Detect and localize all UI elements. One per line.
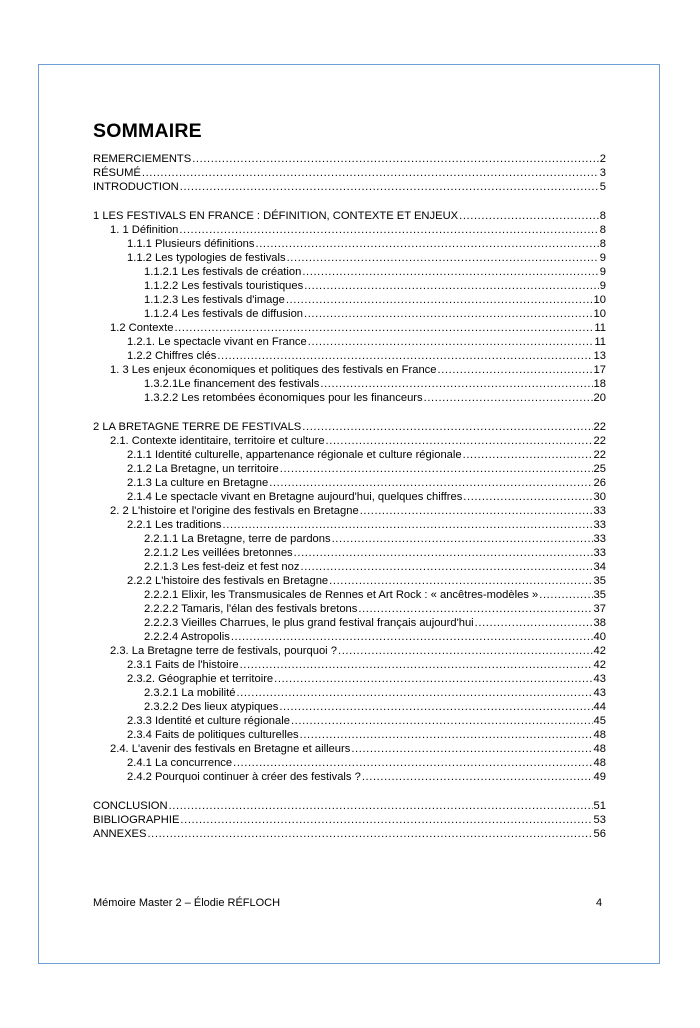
toc-dot-leader [329,574,592,588]
toc-dot-leader [286,293,593,307]
toc-dot-leader [217,349,592,363]
toc-entry-page: 35 [593,589,606,601]
toc-entry-title: 1. 3 Les enjeux économiques et politiques des festivals en France [110,364,437,376]
toc-entry-title: 2.1.4 Le spectacle vivant en Bretagne aujourd'hui, quelques chiffres [127,491,463,503]
toc-entry-title: 2.2.1 Les traditions [127,519,222,531]
toc-entry-title: 2.2.1.1 La Bretagne, terre de pardons [144,533,331,545]
toc-entry-page: 53 [593,814,606,826]
toc-entry-page: 17 [593,364,606,376]
toc-entry-title: 2.2.1.3 Les fest-deiz et fest noz [144,561,300,573]
toc-entry[interactable] [127,490,606,504]
toc-entry-title: 1.1.2.1 Les festivals de création [144,266,302,278]
toc-entry[interactable] [144,265,606,279]
toc-dot-leader [302,420,592,434]
toc-dot-leader [180,180,599,194]
toc-entry[interactable] [144,546,606,560]
toc-entry-page: 9 [599,280,606,292]
toc-entry-title: 2.3.2.1 La mobilité [144,687,236,699]
toc-entry[interactable] [127,756,606,770]
page-title: SOMMAIRE [93,120,202,142]
toc-dot-leader [294,546,593,560]
toc-entry-page: 11 [594,336,606,348]
toc-dot-leader [291,714,593,728]
toc-dot-leader [274,672,592,686]
toc-entry-page: 13 [593,350,606,362]
toc-dot-leader [332,532,593,546]
toc-dot-leader [362,770,593,784]
toc-dot-leader [300,560,592,574]
toc-entry-page: 10 [593,308,606,320]
toc-entry-page: 56 [593,828,606,840]
toc-entry-title: 2.2.2 L'histoire des festivals en Bretagne [127,575,329,587]
toc-entry-title: 2.4.1 La concurrence [127,757,233,769]
toc-entry-title: 2.1.2 La Bretagne, un territoire [127,463,279,475]
toc-entry-title: 2. 2 L'histoire et l'origine des festivals en Bretagne [110,505,359,517]
toc-entry-page: 11 [594,322,606,334]
toc-dot-leader [304,279,599,293]
toc-entry-title: 2.2.2.4 Astropolis [144,631,230,643]
toc-entry-page: 33 [593,533,606,545]
toc-entry[interactable] [144,616,606,630]
toc-entry-title: 1.2.2 Chiffres clés [127,350,217,362]
toc-entry[interactable] [127,462,606,476]
toc-entry-title: 1.1.2.2 Les festivals touristiques [144,280,304,292]
toc-entry-page: 37 [593,603,606,615]
toc-entry[interactable] [144,630,606,644]
toc-entry[interactable] [127,574,606,588]
toc-entry-title: 2.2.2.2 Tamaris, l'élan des festivals bretons [144,603,358,615]
toc-entry[interactable] [127,448,606,462]
toc-entry[interactable] [144,588,606,602]
toc-entry-page: 40 [593,631,606,643]
toc-entry-page: 18 [593,378,606,390]
toc-entry-title: 1.3.2.1Le financement des festivals [144,378,320,390]
toc-entry[interactable] [144,293,606,307]
toc-entry[interactable] [127,237,606,251]
toc-dot-leader [180,813,592,827]
toc-entry[interactable] [110,434,606,448]
toc-entry-title: REMERCIEMENTS [93,153,192,165]
toc-entry-title: CONCLUSION [93,800,168,812]
toc-entry-page: 22 [593,421,606,433]
toc-dot-leader [269,476,592,490]
toc-dot-leader [351,742,592,756]
toc-entry[interactable] [110,223,606,237]
toc-entry[interactable] [93,180,606,194]
toc-entry-page: 45 [593,715,606,727]
toc-dot-leader [169,799,593,813]
toc-entry-title: 1.1.1 Plusieurs définitions [127,238,255,250]
toc-dot-leader [223,518,593,532]
toc-entry[interactable] [93,799,606,813]
toc-entry-page: 43 [593,673,606,685]
toc-dot-leader [463,490,592,504]
toc-entry[interactable] [144,279,606,293]
toc-entry[interactable] [144,307,606,321]
toc-entry-page: 20 [593,392,606,404]
toc-entry-title: 2.4.2 Pourquoi continuer à créer des festivals ? [127,771,361,783]
toc-entry-title: BIBLIOGRAPHIE [93,814,180,826]
toc-entry-page: 25 [593,463,606,475]
toc-entry-title: INTRODUCTION [93,181,179,193]
toc-entry-page: 22 [593,449,606,461]
toc-dot-leader [438,363,593,377]
toc-entry-title: 1.2.1. Le spectacle vivant en France [127,336,307,348]
toc-entry-title: 2.3. La Bretagne terre de festivals, pourquoi ? [110,645,338,657]
toc-entry-title: 1.1.2 Les typologies de festivals [127,252,286,264]
toc-entry[interactable] [110,363,606,377]
toc-dot-leader [360,504,593,518]
toc-entry[interactable] [127,335,606,349]
toc-entry-title: 2.2.2.3 Vieilles Charrues, le plus grand festival français aujourd'hui [144,617,474,629]
toc-entry-page: 48 [593,757,606,769]
toc-entry-page: 5 [599,181,606,193]
toc-entry[interactable] [127,518,606,532]
toc-entry-page: 34 [593,561,606,573]
toc-entry-title: 2.4. L'avenir des festivals en Bretagne et ailleurs [110,743,351,755]
toc-dot-leader [279,700,592,714]
toc-entry[interactable] [127,672,606,686]
toc-entry[interactable] [93,209,606,223]
toc-entry[interactable] [144,602,606,616]
toc-entry-title: 2.2.2.1 Elixir, les Transmusicales de Rennes et Art Rock : « ancêtres-modèles » [144,589,539,601]
toc-entry[interactable] [144,560,606,574]
toc-entry-page: 3 [599,167,606,179]
toc-entry-title: 2.2.1.2 Les veillées bretonnes [144,547,293,559]
toc-entry[interactable] [144,391,606,405]
toc-entry[interactable] [93,420,606,434]
toc-entry-page: 48 [593,729,606,741]
toc-entry[interactable] [144,686,606,700]
toc-dot-leader [240,658,593,672]
toc-entry-page: 8 [599,224,606,236]
toc-dot-leader [236,686,592,700]
toc-dot-leader [280,462,593,476]
toc-dot-leader [233,756,592,770]
toc-entry-title: RÉSUMÉ [93,167,141,179]
toc-entry[interactable] [127,349,606,363]
toc-entry-page: 8 [599,210,606,222]
toc-entry-page: 26 [593,477,606,489]
toc-entry[interactable] [144,377,606,391]
toc-entry-title: ANNEXES [93,828,147,840]
toc-entry[interactable] [127,714,606,728]
toc-dot-leader [459,209,599,223]
toc-entry-title: 1. 1 Définition [110,224,179,236]
toc-entry[interactable] [127,728,606,742]
toc-entry-page: 49 [593,771,606,783]
toc-dot-leader [463,448,593,462]
toc-entry-page: 9 [599,266,606,278]
toc-dot-leader [142,166,599,180]
toc-entry-title: 2.1. Contexte identitaire, territoire et culture [110,435,325,447]
toc-entry[interactable] [110,321,606,335]
toc-entry-page: 9 [599,252,606,264]
toc-dot-leader [539,588,592,602]
toc-entry[interactable] [110,644,606,658]
toc-entry[interactable] [93,152,606,166]
toc-dot-leader [326,434,593,448]
toc-entry-title: 2.3.4 Faits de politiques culturelles [127,729,299,741]
toc-entry[interactable] [127,770,606,784]
toc-entry-page: 42 [593,645,606,657]
toc-entry[interactable] [127,251,606,265]
toc-dot-leader [308,335,594,349]
toc-entry-page: 10 [593,294,606,306]
toc-entry-page: 42 [593,659,606,671]
toc-entry-title: 2.3.3 Identité et culture régionale [127,715,290,727]
toc-entry-title: 2.3.1 Faits de l'histoire [127,659,239,671]
toc-dot-leader [338,644,593,658]
toc-dot-leader [174,321,593,335]
toc-entry-page: 44 [593,701,606,713]
toc-entry-page: 35 [593,575,606,587]
toc-entry-title: 2.3.2. Géographie et territoire [127,673,274,685]
toc-entry-page: 51 [593,800,606,812]
toc-entry-title: 1.2 Contexte [110,322,174,334]
toc-entry[interactable] [110,742,606,756]
toc-dot-leader [231,630,593,644]
toc-entry-page: 48 [593,743,606,755]
toc-entry[interactable] [93,813,606,827]
toc-entry-title: 2 LA BRETAGNE TERRE DE FESTIVALS [93,421,302,433]
toc-entry-page: 33 [593,547,606,559]
toc-entry-page: 33 [593,505,606,517]
toc-entry-page: 30 [593,491,606,503]
toc-entry-title: 2.1.3 La culture en Bretagne [127,477,269,489]
toc-dot-leader [147,827,592,841]
toc-dot-leader [287,251,599,265]
toc-dot-leader [256,237,599,251]
toc-entry-title: 2.3.2.2 Des lieux atypiques [144,701,279,713]
toc-dot-leader [304,307,593,321]
toc-dot-leader [320,377,592,391]
toc-dot-leader [302,265,598,279]
footer-author: Mémoire Master 2 – Élodie RÉFLOCH [93,897,281,909]
toc-dot-leader [192,152,599,166]
toc-dot-leader [424,391,593,405]
toc-entry[interactable] [127,658,606,672]
toc-entry-title: 1.1.2.4 Les festivals de diffusion [144,308,304,320]
toc-entry[interactable] [93,827,606,841]
toc-entry-page: 8 [599,238,606,250]
toc-entry-page: 33 [593,519,606,531]
toc-dot-leader [475,616,593,630]
toc-entry-title: 1.1.2.3 Les festivals d'image [144,294,285,306]
toc-dot-leader [300,728,593,742]
toc-dot-leader [179,223,598,237]
toc-entry-title: 2.1.1 Identité culturelle, appartenance régionale et culture régionale [127,449,462,461]
toc-entry[interactable] [110,504,606,518]
toc-entry-title: 1 LES FESTIVALS EN FRANCE : DÉFINITION, CONTEXTE ET ENJEUX [93,210,459,222]
toc-dot-leader [358,602,592,616]
toc-entry-page: 22 [593,435,606,447]
footer-page-number: 4 [596,897,603,909]
toc-entry[interactable] [93,166,606,180]
toc-entry[interactable] [144,532,606,546]
toc-entry-title: 1.3.2.2 Les retombées économiques pour les financeurs [144,392,423,404]
toc-entry-page: 38 [593,617,606,629]
toc-entry[interactable] [144,700,606,714]
toc-entry-page: 43 [593,687,606,699]
toc-entry[interactable] [127,476,606,490]
toc-entry-page: 2 [599,153,606,165]
